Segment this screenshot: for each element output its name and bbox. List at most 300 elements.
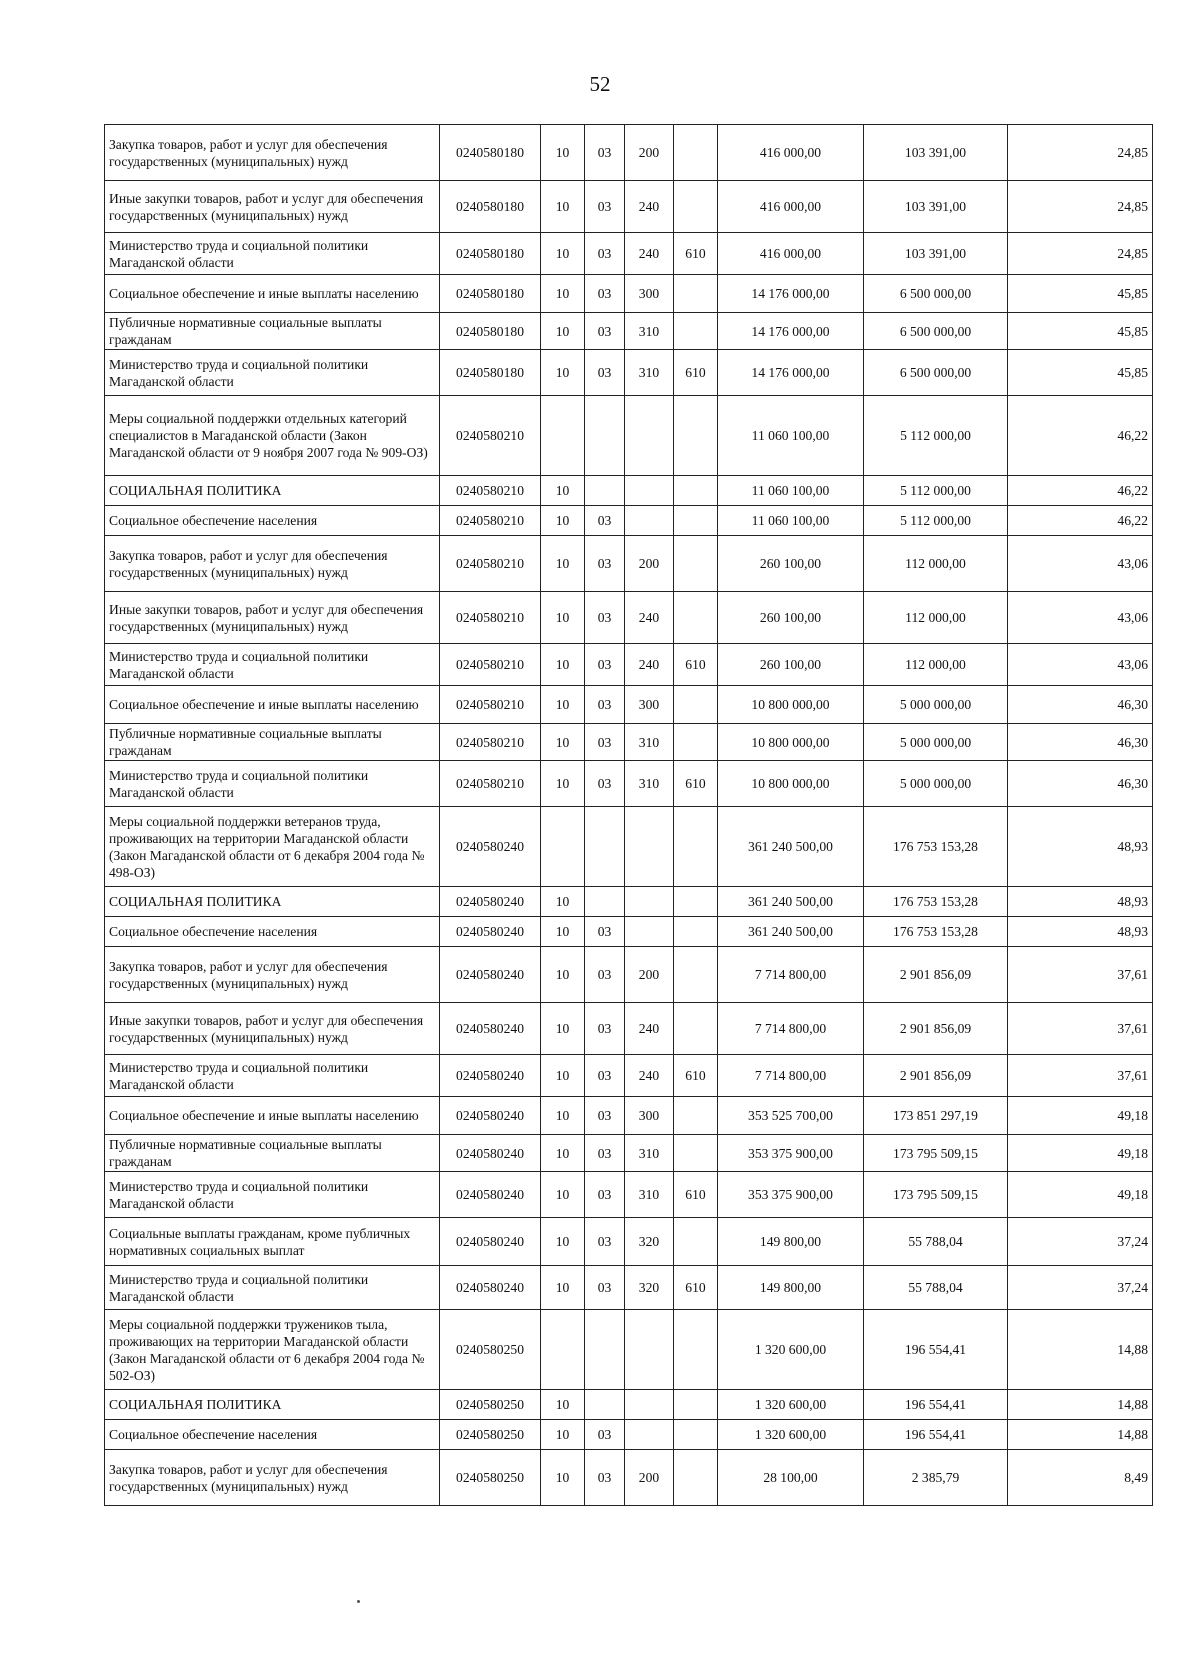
row-plan-amount: 10 800 000,00 (718, 761, 864, 807)
row-expense-type: 200 (625, 1450, 674, 1506)
row-subsection: 03 (585, 644, 625, 686)
row-code: 0240580210 (440, 396, 541, 476)
row-section: 10 (541, 350, 585, 396)
row-actual-amount: 2 901 856,09 (864, 947, 1008, 1003)
row-name: Социальное обеспечение населения (105, 1420, 440, 1450)
row-administrator (674, 506, 718, 536)
row-name: Закупка товаров, работ и услуг для обеспечения государственных (муниципальных) нужд (105, 1450, 440, 1506)
row-code: 0240580240 (440, 1055, 541, 1097)
row-subsection: 03 (585, 592, 625, 644)
row-administrator (674, 1310, 718, 1390)
table-row (105, 181, 1153, 233)
row-subsection (585, 1310, 625, 1390)
row-percent: 8,49 (1008, 1450, 1153, 1506)
row-code: 0240580210 (440, 724, 541, 761)
row-subsection: 03 (585, 1266, 625, 1310)
table-row (105, 233, 1153, 275)
row-actual-amount: 5 000 000,00 (864, 724, 1008, 761)
row-actual-amount: 103 391,00 (864, 125, 1008, 181)
table-row (105, 1390, 1153, 1420)
row-section: 10 (541, 644, 585, 686)
row-subsection: 03 (585, 275, 625, 313)
row-actual-amount: 176 753 153,28 (864, 807, 1008, 887)
row-name: Министерство труда и социальной политики Магаданской области (105, 1266, 440, 1310)
row-name: Меры социальной поддержки ветеранов труда, проживающих на территории Магаданской области (Закон Магаданской области от 6 декабря 2004 года № 498-ОЗ) (105, 807, 440, 887)
row-percent: 24,85 (1008, 181, 1153, 233)
row-actual-amount: 2 901 856,09 (864, 1003, 1008, 1055)
row-code: 0240580250 (440, 1420, 541, 1450)
row-plan-amount: 416 000,00 (718, 125, 864, 181)
row-code: 0240580240 (440, 1097, 541, 1135)
row-plan-amount: 10 800 000,00 (718, 686, 864, 724)
row-name: Закупка товаров, работ и услуг для обеспечения государственных (муниципальных) нужд (105, 947, 440, 1003)
row-subsection: 03 (585, 917, 625, 947)
row-name: Министерство труда и социальной политики Магаданской области (105, 1172, 440, 1218)
row-subsection: 03 (585, 350, 625, 396)
table-row (105, 476, 1153, 506)
row-expense-type (625, 1420, 674, 1450)
row-section: 10 (541, 1055, 585, 1097)
row-code: 0240580240 (440, 1218, 541, 1266)
row-subsection: 03 (585, 506, 625, 536)
table-row (105, 350, 1153, 396)
row-section: 10 (541, 1003, 585, 1055)
row-administrator (674, 275, 718, 313)
row-actual-amount: 196 554,41 (864, 1310, 1008, 1390)
row-plan-amount: 361 240 500,00 (718, 887, 864, 917)
row-expense-type: 240 (625, 1003, 674, 1055)
row-administrator: 610 (674, 1266, 718, 1310)
table-row (105, 1055, 1153, 1097)
row-code: 0240580240 (440, 1135, 541, 1172)
row-administrator: 610 (674, 350, 718, 396)
row-plan-amount: 361 240 500,00 (718, 807, 864, 887)
row-name: СОЦИАЛЬНАЯ ПОЛИТИКА (105, 1390, 440, 1420)
row-percent: 46,22 (1008, 396, 1153, 476)
row-expense-type (625, 887, 674, 917)
row-section (541, 807, 585, 887)
row-name: Иные закупки товаров, работ и услуг для обеспечения государственных (муниципальных) нужд (105, 1003, 440, 1055)
table-row (105, 724, 1153, 761)
row-subsection (585, 887, 625, 917)
row-administrator (674, 917, 718, 947)
row-code: 0240580210 (440, 644, 541, 686)
row-actual-amount: 2 901 856,09 (864, 1055, 1008, 1097)
row-administrator (674, 686, 718, 724)
row-code: 0240580210 (440, 761, 541, 807)
table-row (105, 807, 1153, 887)
row-code: 0240580240 (440, 887, 541, 917)
row-name: Иные закупки товаров, работ и услуг для обеспечения государственных (муниципальных) нужд (105, 181, 440, 233)
row-section: 10 (541, 1218, 585, 1266)
row-plan-amount: 416 000,00 (718, 233, 864, 275)
row-subsection: 03 (585, 1135, 625, 1172)
row-administrator (674, 1218, 718, 1266)
table-row (105, 592, 1153, 644)
table-row (105, 1420, 1153, 1450)
row-percent: 37,24 (1008, 1218, 1153, 1266)
row-subsection: 03 (585, 1218, 625, 1266)
row-subsection: 03 (585, 125, 625, 181)
row-name: Министерство труда и социальной политики Магаданской области (105, 644, 440, 686)
row-subsection: 03 (585, 1172, 625, 1218)
row-percent: 46,30 (1008, 724, 1153, 761)
row-actual-amount: 173 795 509,15 (864, 1135, 1008, 1172)
row-section: 10 (541, 1097, 585, 1135)
row-code: 0240580210 (440, 536, 541, 592)
row-expense-type (625, 1390, 674, 1420)
row-actual-amount: 173 851 297,19 (864, 1097, 1008, 1135)
row-percent: 46,22 (1008, 506, 1153, 536)
row-percent: 46,22 (1008, 476, 1153, 506)
row-section: 10 (541, 125, 585, 181)
row-plan-amount: 1 320 600,00 (718, 1310, 864, 1390)
row-section: 10 (541, 313, 585, 350)
row-administrator: 610 (674, 233, 718, 275)
row-plan-amount: 260 100,00 (718, 592, 864, 644)
table-row (105, 1172, 1153, 1218)
row-actual-amount: 55 788,04 (864, 1266, 1008, 1310)
row-plan-amount: 353 375 900,00 (718, 1172, 864, 1218)
row-section: 10 (541, 1172, 585, 1218)
row-administrator (674, 181, 718, 233)
row-code: 0240580240 (440, 1266, 541, 1310)
row-expense-type (625, 917, 674, 947)
row-plan-amount: 149 800,00 (718, 1266, 864, 1310)
row-code: 0240580240 (440, 1172, 541, 1218)
scan-speck (357, 1600, 360, 1603)
table-row (105, 644, 1153, 686)
row-plan-amount: 149 800,00 (718, 1218, 864, 1266)
row-expense-type: 310 (625, 724, 674, 761)
row-actual-amount: 5 112 000,00 (864, 506, 1008, 536)
row-actual-amount: 103 391,00 (864, 181, 1008, 233)
row-section: 10 (541, 536, 585, 592)
row-actual-amount: 5 000 000,00 (864, 686, 1008, 724)
row-expense-type: 320 (625, 1266, 674, 1310)
row-administrator (674, 1420, 718, 1450)
row-plan-amount: 7 714 800,00 (718, 947, 864, 1003)
row-percent: 45,85 (1008, 313, 1153, 350)
table-row (105, 1310, 1153, 1390)
row-subsection: 03 (585, 536, 625, 592)
row-percent: 48,93 (1008, 887, 1153, 917)
row-actual-amount: 55 788,04 (864, 1218, 1008, 1266)
table-row (105, 947, 1153, 1003)
row-actual-amount: 196 554,41 (864, 1420, 1008, 1450)
row-section: 10 (541, 275, 585, 313)
row-actual-amount: 6 500 000,00 (864, 350, 1008, 396)
row-section (541, 1310, 585, 1390)
row-code: 0240580240 (440, 807, 541, 887)
row-subsection: 03 (585, 1420, 625, 1450)
row-plan-amount: 28 100,00 (718, 1450, 864, 1506)
row-code: 0240580240 (440, 1003, 541, 1055)
row-section: 10 (541, 181, 585, 233)
table-row (105, 275, 1153, 313)
table-row (105, 396, 1153, 476)
row-percent: 48,93 (1008, 807, 1153, 887)
row-name: Публичные нормативные социальные выплаты гражданам (105, 724, 440, 761)
row-section: 10 (541, 1266, 585, 1310)
row-administrator (674, 1135, 718, 1172)
row-code: 0240580250 (440, 1450, 541, 1506)
row-code: 0240580180 (440, 181, 541, 233)
row-name: Социальное обеспечение населения (105, 917, 440, 947)
row-section: 10 (541, 917, 585, 947)
row-percent: 43,06 (1008, 592, 1153, 644)
row-subsection (585, 476, 625, 506)
row-name: Социальное обеспечение и иные выплаты населению (105, 1097, 440, 1135)
row-administrator (674, 1390, 718, 1420)
row-code: 0240580210 (440, 476, 541, 506)
row-subsection: 03 (585, 1450, 625, 1506)
row-actual-amount: 5 112 000,00 (864, 396, 1008, 476)
row-plan-amount: 416 000,00 (718, 181, 864, 233)
row-administrator (674, 807, 718, 887)
row-expense-type: 240 (625, 233, 674, 275)
table-row (105, 686, 1153, 724)
row-actual-amount: 103 391,00 (864, 233, 1008, 275)
row-section (541, 396, 585, 476)
row-expense-type: 310 (625, 1172, 674, 1218)
table-row (105, 887, 1153, 917)
row-code: 0240580210 (440, 592, 541, 644)
row-code: 0240580180 (440, 125, 541, 181)
row-subsection: 03 (585, 686, 625, 724)
row-administrator (674, 1003, 718, 1055)
row-subsection: 03 (585, 181, 625, 233)
row-percent: 45,85 (1008, 275, 1153, 313)
row-administrator: 610 (674, 1055, 718, 1097)
row-administrator (674, 396, 718, 476)
row-section: 10 (541, 686, 585, 724)
row-plan-amount: 7 714 800,00 (718, 1003, 864, 1055)
row-plan-amount: 260 100,00 (718, 536, 864, 592)
row-name: Министерство труда и социальной политики Магаданской области (105, 1055, 440, 1097)
table-row (105, 761, 1153, 807)
row-actual-amount: 112 000,00 (864, 592, 1008, 644)
table-row (105, 1450, 1153, 1506)
row-expense-type: 310 (625, 761, 674, 807)
row-actual-amount: 5 000 000,00 (864, 761, 1008, 807)
row-plan-amount: 11 060 100,00 (718, 396, 864, 476)
row-expense-type (625, 807, 674, 887)
row-name: Социальное обеспечение и иные выплаты населению (105, 275, 440, 313)
row-administrator (674, 1450, 718, 1506)
row-expense-type: 300 (625, 275, 674, 313)
row-name: Публичные нормативные социальные выплаты гражданам (105, 313, 440, 350)
row-actual-amount: 6 500 000,00 (864, 275, 1008, 313)
row-percent: 24,85 (1008, 233, 1153, 275)
table-row (105, 536, 1153, 592)
row-expense-type (625, 476, 674, 506)
row-code: 0240580180 (440, 350, 541, 396)
row-plan-amount: 7 714 800,00 (718, 1055, 864, 1097)
row-subsection: 03 (585, 1003, 625, 1055)
row-expense-type (625, 506, 674, 536)
row-actual-amount: 5 112 000,00 (864, 476, 1008, 506)
row-section: 10 (541, 1135, 585, 1172)
row-percent: 37,61 (1008, 1003, 1153, 1055)
row-section: 10 (541, 1420, 585, 1450)
table-row (105, 506, 1153, 536)
row-percent: 48,93 (1008, 917, 1153, 947)
row-actual-amount: 176 753 153,28 (864, 887, 1008, 917)
row-actual-amount: 173 795 509,15 (864, 1172, 1008, 1218)
row-subsection (585, 807, 625, 887)
row-actual-amount: 176 753 153,28 (864, 917, 1008, 947)
row-section: 10 (541, 761, 585, 807)
row-administrator (674, 313, 718, 350)
row-subsection: 03 (585, 1097, 625, 1135)
row-plan-amount: 14 176 000,00 (718, 313, 864, 350)
row-plan-amount: 10 800 000,00 (718, 724, 864, 761)
row-section: 10 (541, 1390, 585, 1420)
row-expense-type: 200 (625, 536, 674, 592)
row-name: Меры социальной поддержки тружеников тыла, проживающих на территории Магаданской области (Закон Магаданской области от 6 декабря 2004 года № 502-ОЗ) (105, 1310, 440, 1390)
row-percent: 49,18 (1008, 1172, 1153, 1218)
row-section: 10 (541, 887, 585, 917)
row-percent: 43,06 (1008, 644, 1153, 686)
table-row (105, 1003, 1153, 1055)
row-actual-amount: 2 385,79 (864, 1450, 1008, 1506)
row-expense-type: 240 (625, 592, 674, 644)
page-number: 52 (589, 72, 611, 96)
row-administrator: 610 (674, 761, 718, 807)
row-name: Меры социальной поддержки отдельных категорий специалистов в Магаданской области (Закон Магаданской области от 9 ноября 2007 года № 909-ОЗ) (105, 396, 440, 476)
row-percent: 14,88 (1008, 1420, 1153, 1450)
row-expense-type (625, 1310, 674, 1390)
row-percent: 24,85 (1008, 125, 1153, 181)
row-plan-amount: 14 176 000,00 (718, 350, 864, 396)
table-body (105, 125, 1153, 1506)
table-row (105, 1097, 1153, 1135)
row-administrator: 610 (674, 1172, 718, 1218)
row-expense-type (625, 396, 674, 476)
row-administrator (674, 536, 718, 592)
row-percent: 14,88 (1008, 1390, 1153, 1420)
row-expense-type: 240 (625, 1055, 674, 1097)
table-row (105, 1135, 1153, 1172)
table-row (105, 917, 1153, 947)
row-percent: 45,85 (1008, 350, 1153, 396)
row-name: Социальное обеспечение населения (105, 506, 440, 536)
row-percent: 46,30 (1008, 686, 1153, 724)
row-section: 10 (541, 947, 585, 1003)
row-plan-amount: 353 525 700,00 (718, 1097, 864, 1135)
row-name: СОЦИАЛЬНАЯ ПОЛИТИКА (105, 887, 440, 917)
row-name: Министерство труда и социальной политики Магаданской области (105, 761, 440, 807)
row-code: 0240580180 (440, 313, 541, 350)
row-plan-amount: 353 375 900,00 (718, 1135, 864, 1172)
row-plan-amount: 1 320 600,00 (718, 1390, 864, 1420)
row-section: 10 (541, 724, 585, 761)
row-percent: 37,61 (1008, 1055, 1153, 1097)
table-row (105, 125, 1153, 181)
row-section: 10 (541, 1450, 585, 1506)
row-code: 0240580240 (440, 947, 541, 1003)
row-percent: 14,88 (1008, 1310, 1153, 1390)
row-expense-type: 200 (625, 947, 674, 1003)
row-percent: 43,06 (1008, 536, 1153, 592)
row-subsection: 03 (585, 233, 625, 275)
row-expense-type: 300 (625, 686, 674, 724)
row-actual-amount: 112 000,00 (864, 644, 1008, 686)
row-name: Социальные выплаты гражданам, кроме публичных нормативных социальных выплат (105, 1218, 440, 1266)
row-code: 0240580210 (440, 506, 541, 536)
row-plan-amount: 11 060 100,00 (718, 506, 864, 536)
row-name: Министерство труда и социальной политики Магаданской области (105, 350, 440, 396)
row-subsection: 03 (585, 724, 625, 761)
row-subsection: 03 (585, 1055, 625, 1097)
row-expense-type: 320 (625, 1218, 674, 1266)
row-code: 0240580180 (440, 275, 541, 313)
row-name: Министерство труда и социальной политики Магаданской области (105, 233, 440, 275)
row-percent: 37,24 (1008, 1266, 1153, 1310)
row-percent: 46,30 (1008, 761, 1153, 807)
row-plan-amount: 11 060 100,00 (718, 476, 864, 506)
row-section: 10 (541, 476, 585, 506)
row-administrator (674, 1097, 718, 1135)
row-code: 0240580180 (440, 233, 541, 275)
row-expense-type: 200 (625, 125, 674, 181)
row-expense-type: 240 (625, 644, 674, 686)
row-code: 0240580250 (440, 1390, 541, 1420)
row-subsection: 03 (585, 761, 625, 807)
row-percent: 37,61 (1008, 947, 1153, 1003)
table-row (105, 313, 1153, 350)
row-name: Иные закупки товаров, работ и услуг для обеспечения государственных (муниципальных) нужд (105, 592, 440, 644)
row-administrator (674, 125, 718, 181)
row-administrator (674, 592, 718, 644)
row-administrator: 610 (674, 644, 718, 686)
row-name: Публичные нормативные социальные выплаты гражданам (105, 1135, 440, 1172)
row-plan-amount: 14 176 000,00 (718, 275, 864, 313)
row-code: 0240580210 (440, 686, 541, 724)
row-section: 10 (541, 506, 585, 536)
row-expense-type: 310 (625, 313, 674, 350)
row-code: 0240580240 (440, 917, 541, 947)
row-plan-amount: 361 240 500,00 (718, 917, 864, 947)
row-section: 10 (541, 233, 585, 275)
row-actual-amount: 112 000,00 (864, 536, 1008, 592)
row-administrator (674, 724, 718, 761)
row-section: 10 (541, 592, 585, 644)
row-plan-amount: 1 320 600,00 (718, 1420, 864, 1450)
row-administrator (674, 476, 718, 506)
row-percent: 49,18 (1008, 1097, 1153, 1135)
row-expense-type: 310 (625, 350, 674, 396)
row-administrator (674, 947, 718, 1003)
row-actual-amount: 196 554,41 (864, 1390, 1008, 1420)
table-row (105, 1266, 1153, 1310)
row-name: СОЦИАЛЬНАЯ ПОЛИТИКА (105, 476, 440, 506)
row-subsection (585, 1390, 625, 1420)
row-administrator (674, 887, 718, 917)
row-subsection (585, 396, 625, 476)
row-expense-type: 310 (625, 1135, 674, 1172)
table-row (105, 1218, 1153, 1266)
row-actual-amount: 6 500 000,00 (864, 313, 1008, 350)
budget-table (104, 124, 1153, 1506)
row-expense-type: 300 (625, 1097, 674, 1135)
row-name: Закупка товаров, работ и услуг для обеспечения государственных (муниципальных) нужд (105, 536, 440, 592)
row-name: Закупка товаров, работ и услуг для обеспечения государственных (муниципальных) нужд (105, 125, 440, 181)
row-plan-amount: 260 100,00 (718, 644, 864, 686)
row-expense-type: 240 (625, 181, 674, 233)
row-percent: 49,18 (1008, 1135, 1153, 1172)
